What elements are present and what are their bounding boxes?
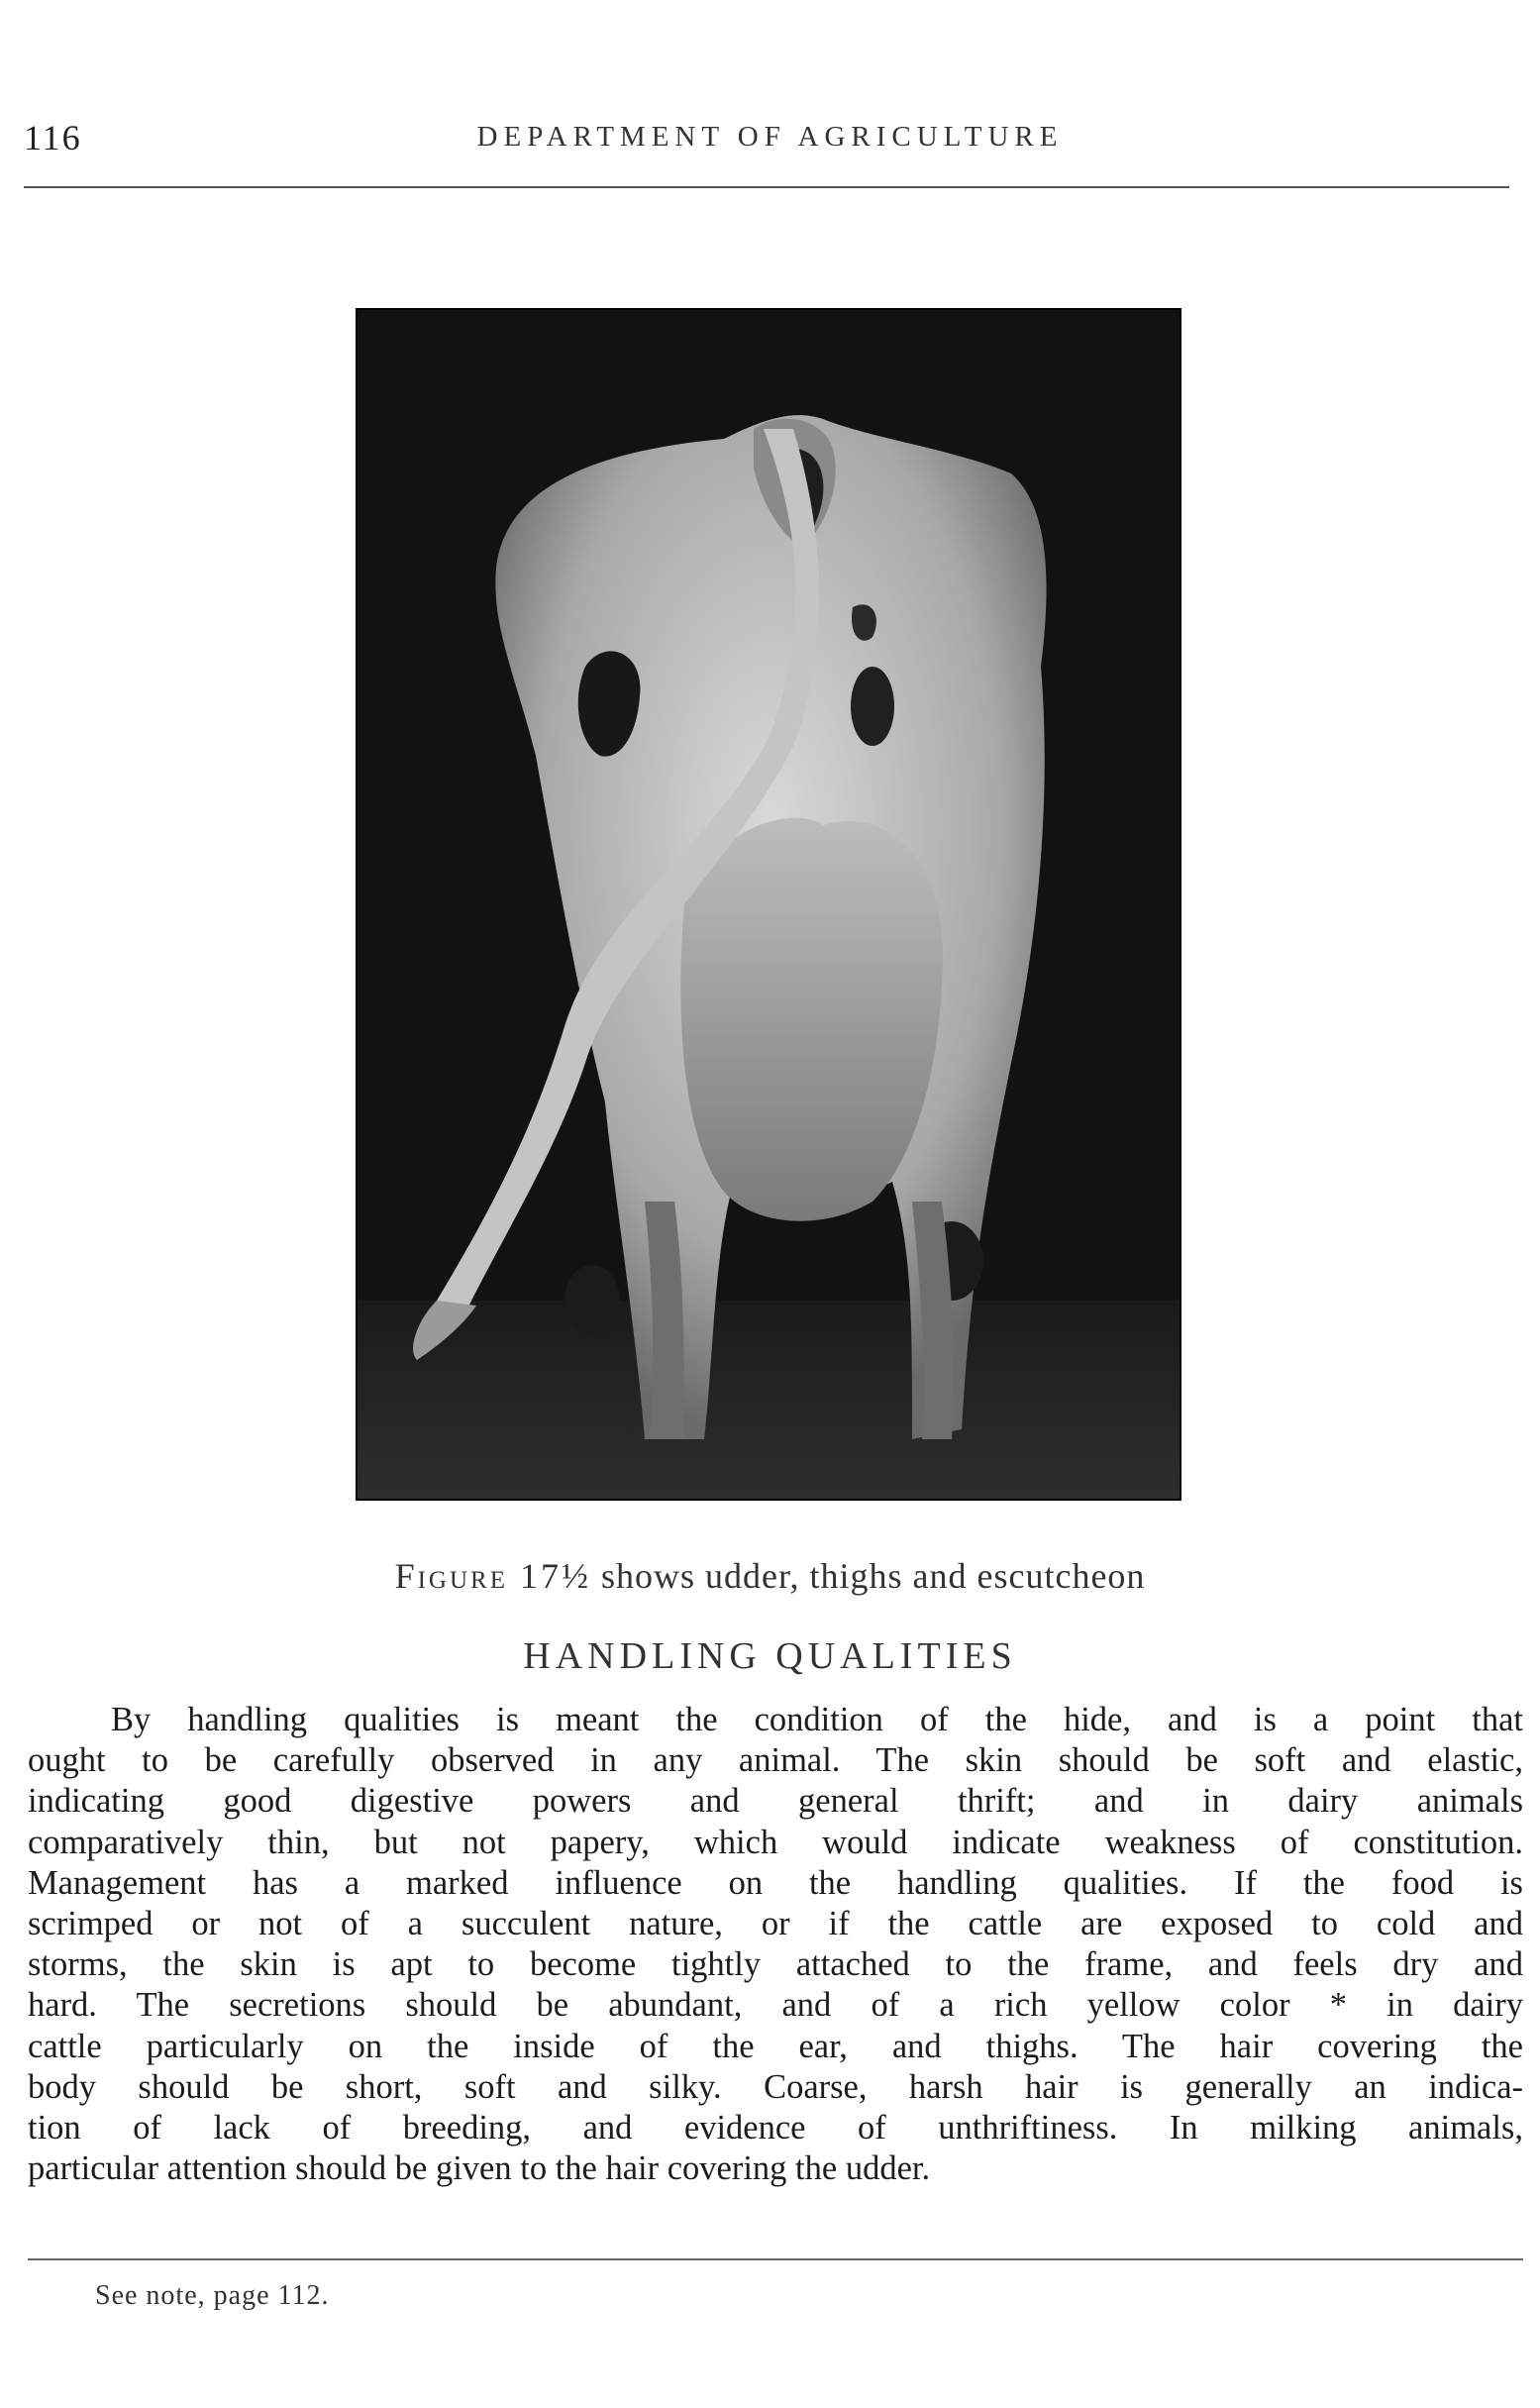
paragraph-line: scrimped or not of a succulent nature, or if the cattle are exposed to cold and [28,1905,1523,1943]
body-paragraph [28,1700,1523,2189]
paragraph-line: hard. The secretions should be abundant, and of a rich yellow color * in dairy [28,1986,1523,2025]
running-head: DEPARTMENT OF AGRICULTURE [476,121,1064,153]
figure-caption-label: Figure 17½ [394,1556,591,1596]
page-number: 116 [24,118,82,157]
paragraph-line: tion of lack of breeding, and evidence of unthriftiness. In milking animals, [28,2109,1523,2147]
header-rule [24,186,1509,188]
paragraph-line: particular attention should be given to the hair covering the udder. [28,2149,931,2188]
paragraph-line: By handling qualities is meant the condition of the hide, and is a point that [111,1701,1523,1738]
paragraph-line: cattle particularly on the inside of the ear, and thighs. The hair covering the [28,2027,1523,2065]
figure-photograph [356,308,1181,1501]
paragraph-line: indicating good digestive powers and general thrift; and in dairy animals [28,1782,1523,1821]
section-heading: HANDLING QUALITIES [523,1635,1017,1677]
paragraph-line: ought to be carefully observed in any animal. The skin should be soft and elastic, [28,1741,1523,1780]
cow-rear-view-illustration [358,310,1180,1499]
figure-caption [0,1555,1540,1597]
figure-caption-text: shows udder, thighs and escutcheon [600,1556,1146,1596]
footnote: See note, page 112. [95,2280,330,2311]
paragraph-line: body should be short, soft and silky. Coarse, harsh hair is generally an indica- [28,2067,1523,2106]
paragraph-line: comparatively thin, but not papery, which would indicate weakness of constitution. [28,1823,1523,1861]
footnote-rule [28,2258,1523,2260]
paragraph-line: storms, the skin is apt to become tightly attached to the frame, and feels dry and [28,1945,1523,1984]
paragraph-line: Management has a marked influence on the handling qualities. If the food is [28,1863,1523,1902]
